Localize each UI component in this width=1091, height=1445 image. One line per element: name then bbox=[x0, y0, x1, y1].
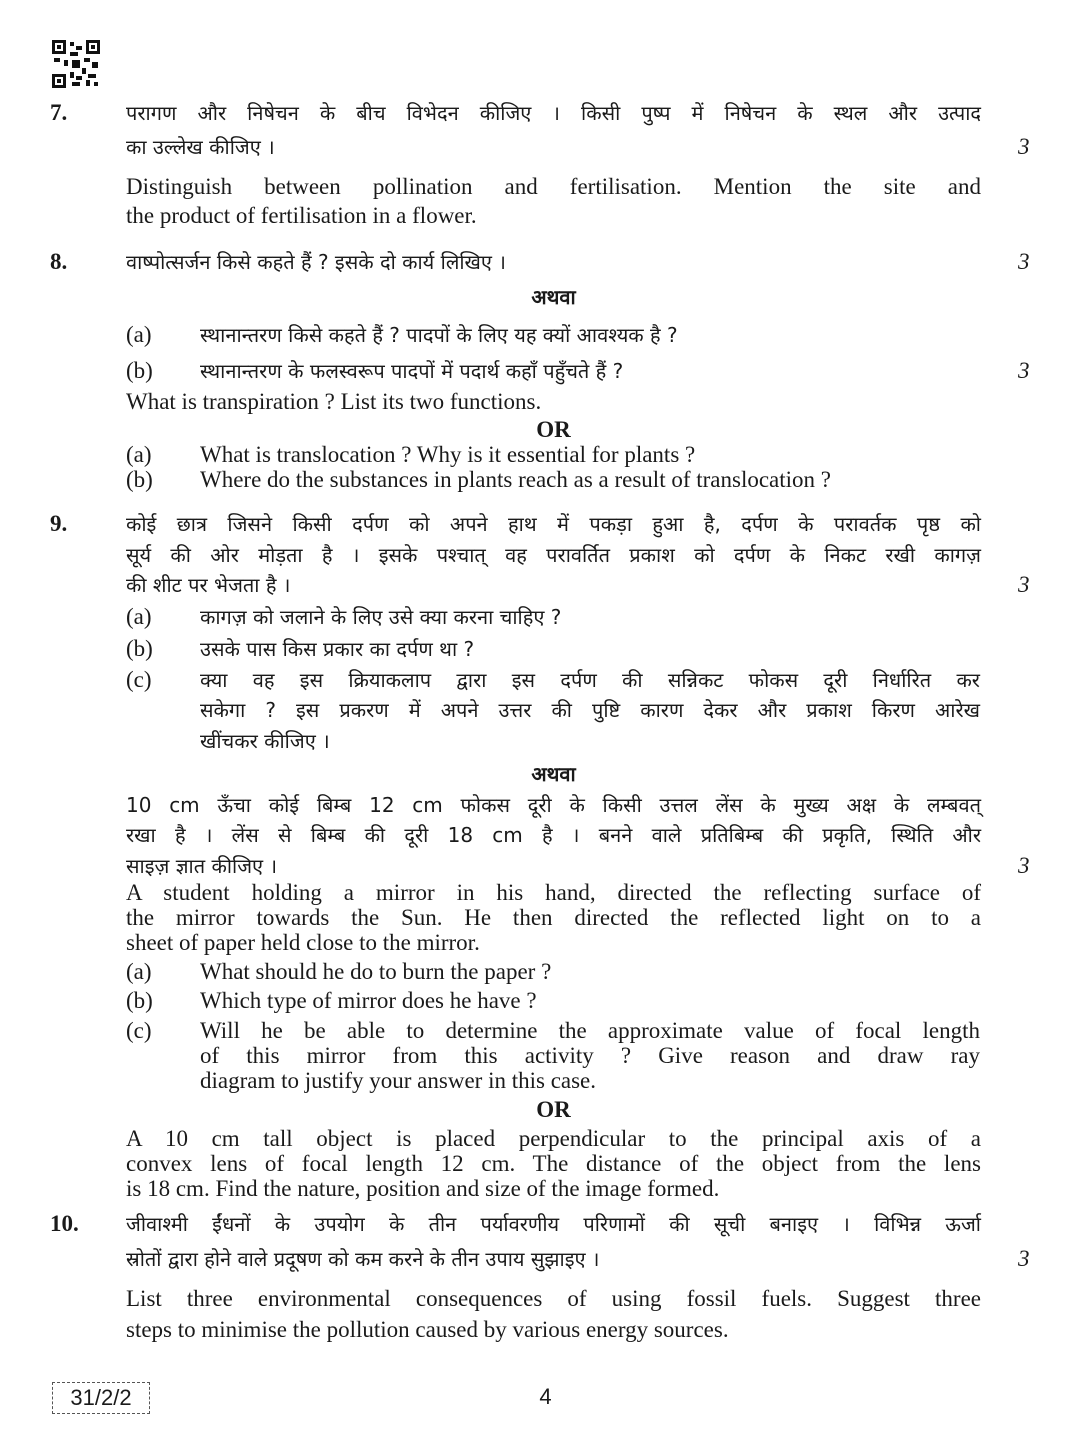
marks: 3 bbox=[1018, 249, 1030, 274]
or-divider: OR bbox=[536, 417, 571, 442]
q9-english-option: of this mirror from this activity ? Give reason and draw ray bbox=[200, 1043, 980, 1068]
marks: 3 bbox=[1018, 358, 1030, 383]
or-divider-hindi: अथवा bbox=[531, 762, 576, 786]
option-label: (b) bbox=[126, 358, 153, 383]
option-label: (a) bbox=[126, 604, 152, 629]
q9-hindi-line: की शीट पर भेजता है । bbox=[126, 573, 291, 597]
q9-english-line: A student holding a mirror in his hand, directed the reflecting surface of bbox=[126, 880, 981, 905]
option-label: (b) bbox=[126, 988, 153, 1013]
option-label: (c) bbox=[126, 667, 152, 692]
q7-hindi-line: परागण और निषेचन के बीच विभेदन कीजिए । किसी पुष्प में निषेचन के स्थल और उत्पाद bbox=[126, 101, 981, 125]
q9-hindi-line: सूर्य की ओर मोड़ता है । इसके पश्चात् वह परावर्तित प्रकाश को दर्पण के निकट रखी कागज़ bbox=[126, 543, 981, 567]
q7-english-line: Distinguish between pollination and fertilisation. Mention the site and bbox=[126, 174, 981, 199]
qr-code-icon bbox=[52, 40, 100, 88]
q10-english-line: List three environmental consequences of using fossil fuels. Suggest three bbox=[126, 1286, 981, 1311]
or-divider-hindi: अथवा bbox=[531, 285, 576, 309]
option-label: (a) bbox=[126, 959, 152, 984]
paper-code-box: 31/2/2 bbox=[52, 1382, 150, 1414]
q8-english-option: Where do the substances in plants reach as a result of translocation ? bbox=[200, 467, 831, 492]
q9-english-line: sheet of paper held close to the mirror. bbox=[126, 930, 480, 955]
option-label: (b) bbox=[126, 636, 153, 661]
q9-english-or-line: A 10 cm tall object is placed perpendicular to the principal axis of a bbox=[126, 1126, 981, 1151]
q9-hindi-line: कोई छात्र जिसने किसी दर्पण को अपने हाथ में पकड़ा हुआ है, दर्पण के परावर्तक पृष्ठ को bbox=[126, 512, 981, 536]
question-number: 9. bbox=[50, 511, 68, 536]
q9-english-or-line: is 18 cm. Find the nature, position and size of the image formed. bbox=[126, 1176, 720, 1201]
option-label: (c) bbox=[126, 1018, 152, 1043]
q8-english-line: What is transpiration ? List its two functions. bbox=[126, 389, 542, 414]
q7-hindi-line: का उल्लेख कीजिए । bbox=[126, 135, 275, 159]
q9-hindi-or-line: साइज़ ज्ञात कीजिए । bbox=[126, 854, 278, 878]
q10-hindi-line: स्रोतों द्वारा होने वाले प्रदूषण को कम करने के तीन उपाय सुझाइए । bbox=[126, 1247, 600, 1271]
q8-hindi-option: स्थानान्तरण के फलस्वरूप पादपों में पदार्थ कहाँ पहुँचते हैं ? bbox=[200, 359, 624, 383]
q9-english-option: Which type of mirror does he have ? bbox=[200, 988, 537, 1013]
marks: 3 bbox=[1018, 1246, 1030, 1271]
question-number: 8. bbox=[50, 249, 68, 274]
q9-english-line: the mirror towards the Sun. He then directed the reflected light on to a bbox=[126, 905, 981, 930]
q9-english-option: What should he do to burn the paper ? bbox=[200, 959, 552, 984]
q9-hindi-or-line: 10 cm ऊँचा कोई बिम्ब 12 cm फोकस दूरी के किसी उत्तल लेंस के मुख्य अक्ष के लम्बवत् bbox=[126, 793, 981, 817]
q9-hindi-option: कागज़ को जलाने के लिए उसे क्या करना चाहिए ? bbox=[200, 605, 562, 629]
q10-english-line: steps to minimise the pollution caused by various energy sources. bbox=[126, 1317, 729, 1342]
page-number: 4 bbox=[539, 1384, 552, 1409]
q7-english-line: the product of fertilisation in a flower. bbox=[126, 203, 477, 228]
question-number: 7. bbox=[50, 100, 68, 125]
q10-hindi-line: जीवाश्मी ईंधनों के उपयोग के तीन पर्यावरणीय परिणामों की सूची बनाइए । विभिन्न ऊर्जा bbox=[126, 1212, 981, 1236]
q9-hindi-or-line: रखा है । लेंस से बिम्ब की दूरी 18 cm है । बनने वाले प्रतिबिम्ब की प्रकृति, स्थिति और bbox=[126, 823, 981, 847]
question-number: 10. bbox=[50, 1211, 79, 1236]
q9-hindi-option: उसके पास किस प्रकार का दर्पण था ? bbox=[200, 637, 475, 661]
q8-english-option: What is translocation ? Why is it essential for plants ? bbox=[200, 442, 696, 467]
q9-hindi-option: सकेगा ? इस प्रकरण में अपने उत्तर की पुष्टि कारण देकर और प्रकाश किरण आरेख bbox=[200, 698, 980, 722]
option-label: (a) bbox=[126, 442, 152, 467]
marks: 3 bbox=[1018, 134, 1030, 159]
or-divider: OR bbox=[536, 1097, 571, 1122]
marks: 3 bbox=[1018, 572, 1030, 597]
q9-english-option: Will he be able to determine the approximate value of focal length bbox=[200, 1018, 980, 1043]
q9-hindi-option: खींचकर कीजिए । bbox=[200, 729, 330, 753]
marks: 3 bbox=[1018, 853, 1030, 878]
q9-hindi-option: क्या वह इस क्रियाकलाप द्वारा इस दर्पण की सन्निकट फोकस दूरी निर्धारित कर bbox=[200, 668, 980, 692]
q9-english-option: diagram to justify your answer in this case. bbox=[200, 1068, 597, 1093]
q8-hindi-option: स्थानान्तरण किसे कहते हैं ? पादपों के लिए यह क्यों आवश्यक है ? bbox=[200, 323, 678, 347]
option-label: (a) bbox=[126, 322, 152, 347]
option-label: (b) bbox=[126, 467, 153, 492]
q9-english-or-line: convex lens of focal length 12 cm. The distance of the object from the lens bbox=[126, 1151, 981, 1176]
q8-hindi-line: वाष्पोत्सर्जन किसे कहते हैं ? इसके दो कार्य लिखिए । bbox=[126, 250, 506, 274]
